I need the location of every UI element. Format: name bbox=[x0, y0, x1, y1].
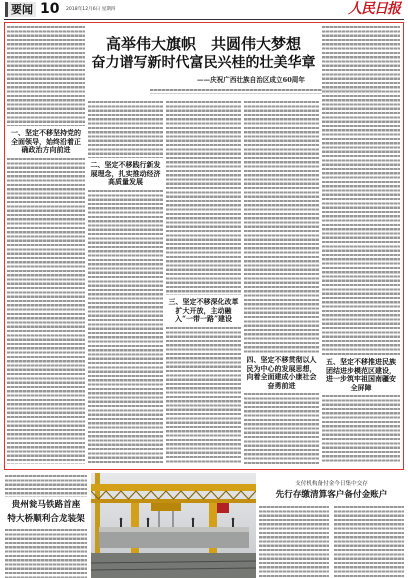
worker bbox=[147, 520, 149, 527]
section-label: 要闻 bbox=[5, 2, 36, 17]
issue-date: 2018年12月6日 星期四 bbox=[66, 7, 116, 12]
body-text-lines bbox=[244, 101, 319, 353]
headline-main: 高举伟大旗帜 共圆伟大梦想 bbox=[105, 35, 301, 53]
body-text-lines bbox=[5, 529, 87, 578]
headline-block bbox=[88, 26, 319, 100]
body-text-lines bbox=[322, 395, 400, 464]
article-column-5 bbox=[322, 26, 400, 464]
railway-bridge-article[interactable] bbox=[4, 472, 88, 578]
worker bbox=[120, 520, 122, 527]
crane-trolley bbox=[151, 503, 181, 511]
headline-secondary: 奋力谱写新时代富民兴桂的壮美华章 bbox=[91, 55, 316, 71]
article-column-4 bbox=[244, 101, 319, 464]
body-text-lines bbox=[322, 26, 400, 355]
section-heading-2: 二、坚定不移践行新发展理念，扎实推动经济高质量发展 bbox=[90, 160, 161, 187]
crane-cab bbox=[217, 503, 229, 513]
section-heading-3: 三、坚定不移深化改革扩大开放，主动融入“一带一路”建设 bbox=[168, 297, 239, 324]
payment-reserve-article[interactable] bbox=[259, 472, 404, 578]
headline-subtitle: ——庆祝广西壮族自治区成立60周年 bbox=[196, 76, 305, 84]
body-text-lines bbox=[334, 506, 404, 578]
worker-head bbox=[232, 518, 235, 521]
header-divider bbox=[4, 19, 404, 20]
body-text-lines bbox=[166, 101, 241, 295]
worker bbox=[232, 520, 234, 527]
article-column-2 bbox=[88, 101, 163, 464]
body-text-lines bbox=[259, 506, 329, 578]
photo-illustration bbox=[91, 473, 256, 578]
concrete-girder bbox=[99, 527, 249, 548]
bridge-deck bbox=[91, 553, 256, 578]
worker bbox=[192, 520, 194, 527]
body-text-lines bbox=[88, 101, 163, 158]
body-text-lines bbox=[244, 393, 319, 464]
body-text-lines bbox=[7, 26, 85, 126]
section-heading-5: 五、坚定不移推进民族团结进步模范区建设，进一步筑牢祖国南疆安全屏障 bbox=[326, 357, 396, 392]
payment-article-title: 先行存缴清算客户备付金账户 bbox=[275, 490, 388, 500]
payment-article-kicker: 支付机构备付金今日集中交存 bbox=[295, 481, 368, 487]
worker-head bbox=[120, 518, 123, 521]
bridge-construction-photo[interactable] bbox=[91, 473, 256, 578]
newspaper-logo: 人民日报 bbox=[348, 1, 400, 17]
body-text-lines bbox=[166, 327, 241, 464]
worker-head bbox=[192, 518, 195, 521]
body-text-lines bbox=[88, 190, 163, 464]
railway-article-title-line-2: 特大桥顺利合龙装架 bbox=[7, 514, 85, 524]
article-column-3 bbox=[166, 101, 241, 464]
body-text-lines bbox=[7, 158, 85, 464]
girder-top-face bbox=[99, 527, 249, 532]
main-article[interactable] bbox=[4, 22, 404, 470]
section-heading-4: 四、坚定不移贯彻以人民为中心的发展思想，向着全面建成小康社会奋勇前进 bbox=[246, 355, 317, 390]
body-text-lines bbox=[5, 475, 87, 497]
article-column-1 bbox=[7, 26, 85, 464]
railway-article-title-line-1: 贵州瓮马铁路首座 bbox=[11, 500, 81, 510]
section-heading-1: 一、坚定不移坚持党的全面领导，始终沿着正确政治方向前进 bbox=[11, 128, 81, 155]
worker-head bbox=[147, 518, 150, 521]
girder-side bbox=[99, 532, 249, 548]
page-number: 10 bbox=[40, 1, 60, 17]
crane-top-chord bbox=[91, 484, 256, 491]
